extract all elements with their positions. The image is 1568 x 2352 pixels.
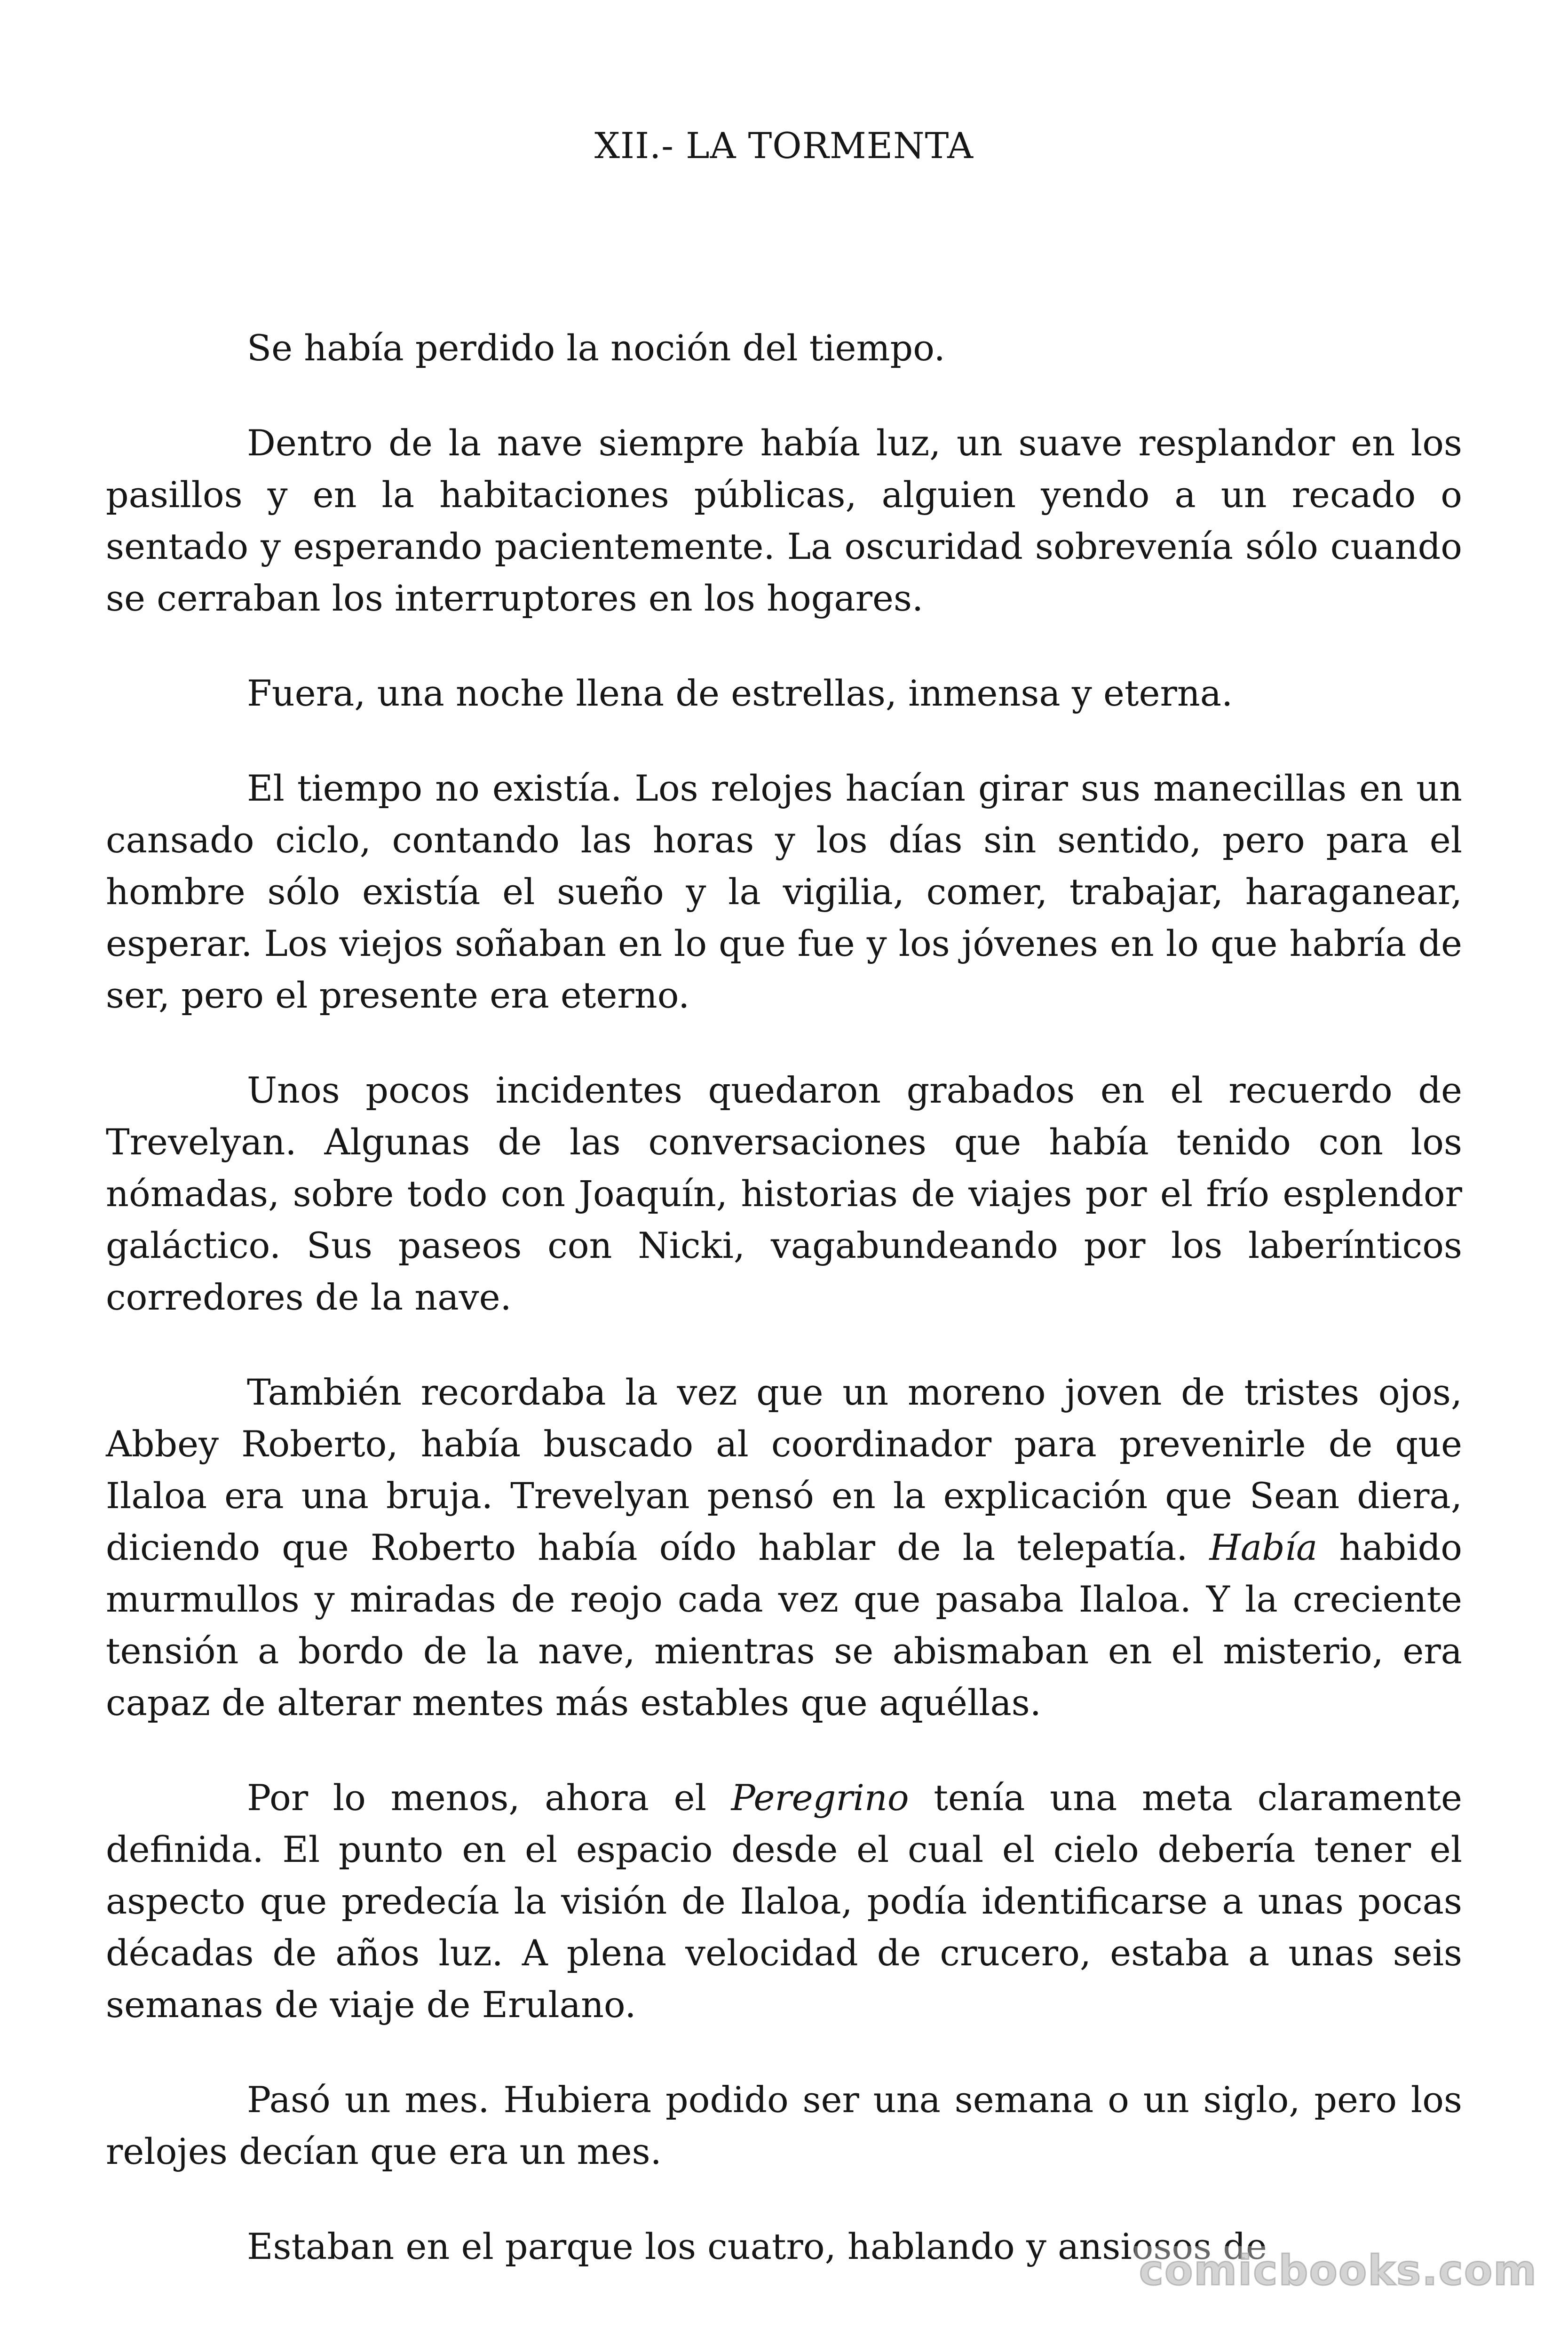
paragraph-3: [106, 667, 1462, 719]
paragraph-text: Fuera, una noche llena de estrellas, inmensa y eterna.: [247, 672, 1233, 714]
paragraph-5: [106, 1065, 1462, 1323]
paragraph-text: También recordaba la vez que un moreno joven de tristes ojos, Abbey Roberto, había buscado al coordinador para prevenirle de que Ilaloa era una bruja. Trevelyan pensó en la explicación que Sean diera, diciendo que Roberto había oído hablar de la telepatía.: [106, 1371, 1462, 1568]
paragraph-8: [106, 2074, 1462, 2177]
paragraph-1: [106, 322, 1462, 374]
paragraph-text: Por lo menos, ahora el: [247, 1777, 731, 1819]
italic-emphasis: Había: [1209, 1526, 1318, 1568]
paragraph-text: habido murmullos y miradas de reojo cada vez que pasaba Ilaloa. Y la creciente tensión a bordo de la nave, mientras se abismaban en el misterio, era capaz de alterar mentes más estables que aquéllas.: [106, 1526, 1463, 1724]
paragraph-text: El tiempo no existía. Los relojes hacían girar sus manecillas en un cansado ciclo, contando las horas y los días sin sentido, pero para el hombre sólo existía el sueño y la vigilia, comer, trabajar, haraganear, esperar. Los viejos soñaban en lo que fue y los jóvenes en lo que habría de ser, pero el presente era eterno.: [106, 767, 1462, 1016]
paragraph-text: Se había perdido la noción del tiempo.: [247, 327, 945, 369]
watermark-text: comicbooks.com: [1134, 2246, 1542, 2295]
chapter-body: [106, 322, 1462, 2273]
paragraph-text: Pasó un mes. Hubiera podido ser una semana o un siglo, pero los relojes decían que era un mes.: [106, 2079, 1462, 2172]
paragraph-7: [106, 1772, 1462, 2031]
chapter-title: XII.- LA TORMENTA: [594, 125, 974, 167]
paragraph-text: Dentro de la nave siempre había luz, un suave resplandor en los pasillos y en la habitaciones públicas, alguien yendo a un recado o sentado y esperando pacientemente. La oscuridad sobrevenía sólo cuando se cerraban los interruptores en los hogares.: [106, 422, 1462, 619]
paragraph-text: Unos pocos incidentes quedaron grabados en el recuerdo de Trevelyan. Algunas de las conversaciones que había tenido con los nómadas, sobre todo con Joaquín, historias de viajes por el frío esplendor galáctico. Sus paseos con Nicki, vagabundeando por los laberínticos corredores de la nave.: [106, 1069, 1462, 1318]
paragraph-6: [106, 1367, 1462, 1729]
paragraph-text: tenía una meta claramente definida. El punto en el espacio desde el cual el cielo debería tener el aspecto que predecía la visión de Ilaloa, podía identificarse a unas pocas décadas de años luz. A plena velocidad de crucero, estaba a unas seis semanas de viaje de Erulano.: [106, 1777, 1462, 2026]
ship-name-italic: Peregrino: [731, 1777, 909, 1819]
paragraph-4: [106, 763, 1462, 1021]
paragraph-2: [106, 417, 1462, 624]
paragraph-text: Estaban en el parque los cuatro, hablando y ansiosos de: [247, 2225, 1267, 2267]
